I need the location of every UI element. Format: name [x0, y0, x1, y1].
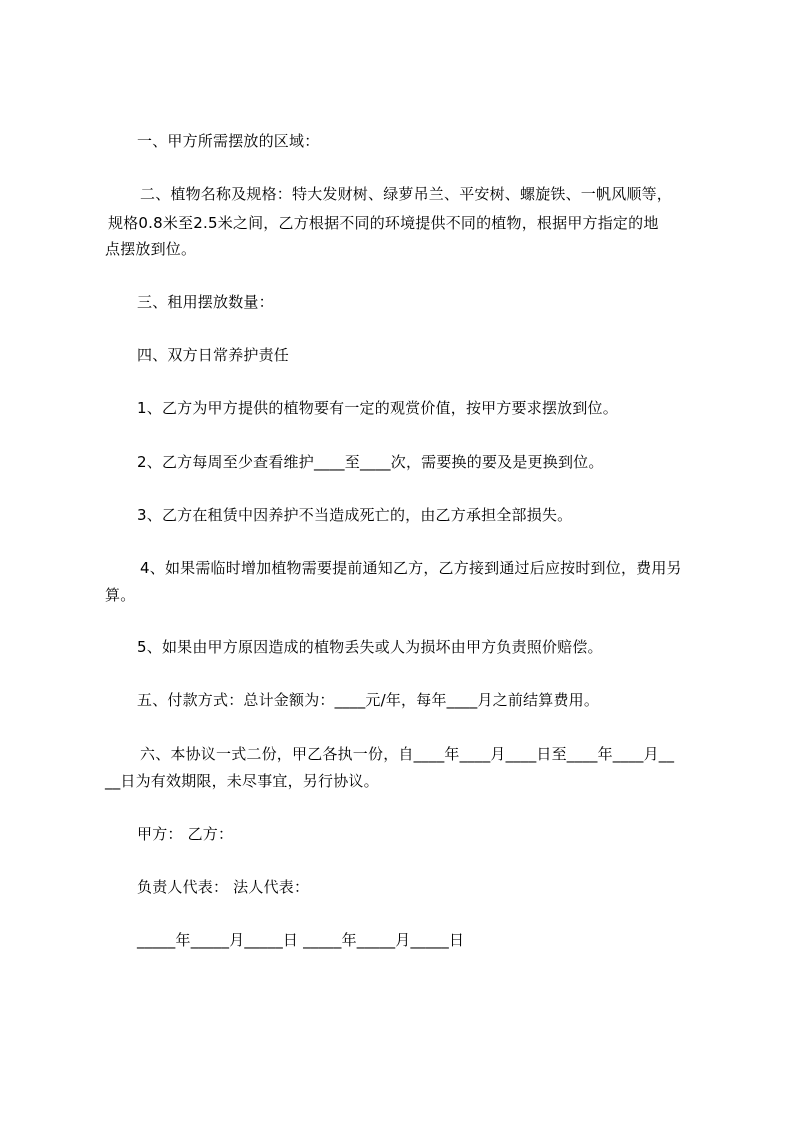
item-4-line-1: 4、如果需临时增加植物需要提前通知乙方，乙方接到通过后应按时到位，费用另	[140, 559, 682, 577]
section-2-line-3: 点摆放到位。	[105, 240, 197, 258]
signature-date-line: _____年_____月_____日 _____年_____月_____日	[137, 931, 465, 949]
section-6-line-2: __日为有效期限，未尽事宜，另行协议。	[105, 772, 379, 790]
item-4-line-2: 算。	[105, 586, 136, 604]
section-4-heading: 四、双方日常养护责任	[137, 346, 290, 364]
section-2-line-1: 二、植物名称及规格：特大发财树、绿萝吊兰、平安树、螺旋铁、一帆风顺等，	[140, 185, 673, 203]
section-2-line-2: 规格0.8米至2.5米之间，乙方根据不同的环境提供不同的植物，根据甲方指定的地	[108, 214, 659, 232]
party-labels: 甲方： 乙方：	[137, 825, 234, 843]
item-5: 5、如果由甲方原因造成的植物丢失或人为损坏由甲方负责照价赔偿。	[137, 638, 603, 656]
section-6-line-1: 六、本协议一式二份，甲乙各执一份，自____年____月____日至____年____月__	[140, 745, 675, 763]
section-1-heading: 一、甲方所需摆放的区域：	[137, 132, 320, 150]
representative-labels: 负责人代表： 法人代表：	[137, 878, 310, 896]
section-3-heading: 三、租用摆放数量：	[137, 293, 274, 311]
item-1: 1、乙方为甲方提供的植物要有一定的观赏价值，按甲方要求摆放到位。	[137, 399, 618, 417]
item-3: 3、乙方在租赁中因养护不当造成死亡的，由乙方承担全部损失。	[137, 506, 573, 524]
section-5-payment: 五、付款方式：总计金额为：____元/年，每年____月之前结算费用。	[137, 691, 600, 709]
item-2: 2、乙方每周至少查看维护____至____次，需要换的要及是更换到位。	[137, 453, 604, 471]
